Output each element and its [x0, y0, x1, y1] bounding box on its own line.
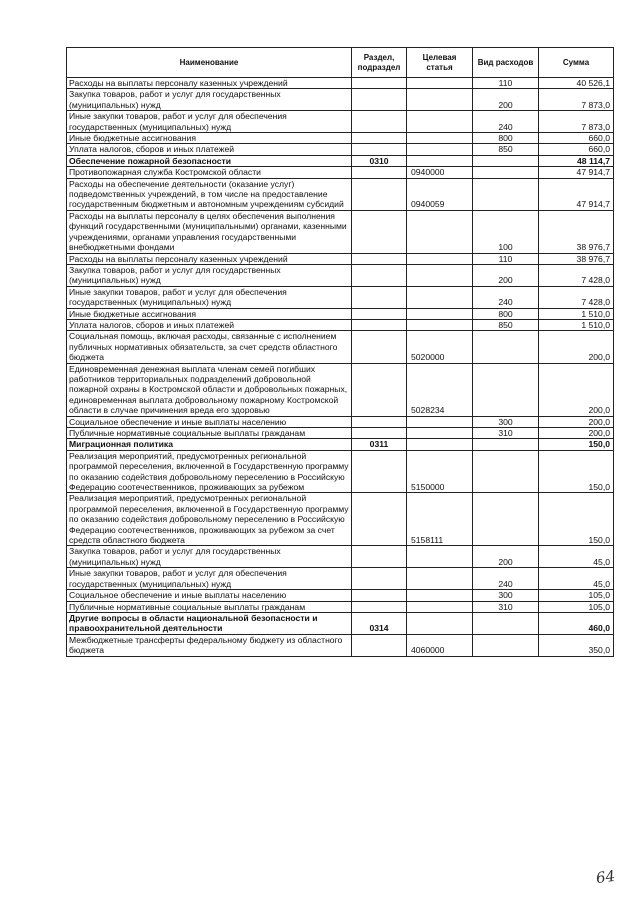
cell-article: 5158111: [407, 493, 473, 546]
cell-section: [352, 178, 407, 210]
cell-section: [352, 363, 407, 416]
cell-section: [352, 331, 407, 363]
cell-kind: 110: [473, 253, 539, 264]
cell-section: [352, 428, 407, 439]
table-row: [67, 439, 614, 450]
cell-section: [352, 89, 407, 111]
cell-name: Закупка товаров, работ и услуг для государственных (муниципальных) нужд: [67, 264, 352, 286]
cell-sum: 460,0: [539, 612, 614, 634]
cell-kind: [473, 493, 539, 546]
cell-article: [407, 144, 473, 155]
cell-article: 5150000: [407, 450, 473, 493]
cell-sum: 200,0: [539, 331, 614, 363]
cell-kind: 310: [473, 428, 539, 439]
table-body: [67, 78, 614, 657]
cell-section: [352, 416, 407, 427]
cell-sum: 38 976,7: [539, 210, 614, 253]
table-row: [67, 78, 614, 89]
cell-article: [407, 319, 473, 330]
cell-sum: 45,0: [539, 546, 614, 568]
cell-section: [352, 450, 407, 493]
cell-sum: 38 976,7: [539, 253, 614, 264]
cell-name: Иные закупки товаров, работ и услуг для обеспечения государственных (муниципальных) нужд: [67, 111, 352, 133]
cell-sum: 105,0: [539, 590, 614, 601]
table-row: [67, 363, 614, 416]
cell-sum: 40 526,1: [539, 78, 614, 89]
cell-article: [407, 253, 473, 264]
cell-name: Социальное обеспечение и иные выплаты населению: [67, 590, 352, 601]
cell-section: 0310: [352, 155, 407, 166]
table-row: [67, 144, 614, 155]
cell-article: [407, 612, 473, 634]
cell-sum: 150,0: [539, 450, 614, 493]
cell-article: [407, 133, 473, 144]
cell-article: [407, 308, 473, 319]
cell-article: 0940059: [407, 178, 473, 210]
cell-kind: 850: [473, 319, 539, 330]
table-row: [67, 416, 614, 427]
table-row: [67, 308, 614, 319]
cell-sum: 660,0: [539, 144, 614, 155]
header-article: Целевая статья: [407, 48, 473, 78]
cell-name: Расходы на выплаты персоналу казенных учреждений: [67, 78, 352, 89]
cell-article: [407, 111, 473, 133]
table-row: [67, 319, 614, 330]
cell-section: [352, 144, 407, 155]
table-row: [67, 331, 614, 363]
cell-kind: 200: [473, 89, 539, 111]
cell-kind: 310: [473, 601, 539, 612]
cell-name: Расходы на выплаты персоналу казенных учреждений: [67, 253, 352, 264]
table-row: [67, 178, 614, 210]
cell-section: [352, 308, 407, 319]
cell-kind: [473, 331, 539, 363]
page-number: 64: [594, 866, 617, 888]
table-row: [67, 450, 614, 493]
table-row: [67, 568, 614, 590]
cell-article: [407, 155, 473, 166]
cell-name: Закупка товаров, работ и услуг для государственных (муниципальных) нужд: [67, 546, 352, 568]
cell-name: Расходы на обеспечение деятельности (оказание услуг) подведомственных учреждений, в том числе на предоставление государственным бюджетным и автономным учреждениям субсидий: [67, 178, 352, 210]
cell-section: [352, 111, 407, 133]
cell-sum: 7 428,0: [539, 264, 614, 286]
cell-article: [407, 568, 473, 590]
header-name: Наименование: [67, 48, 352, 78]
cell-article: 4060000: [407, 634, 473, 656]
cell-sum: 47 914,7: [539, 178, 614, 210]
cell-section: 0311: [352, 439, 407, 450]
cell-kind: 240: [473, 286, 539, 308]
header-kind: Вид расходов: [473, 48, 539, 78]
header-sum: Сумма: [539, 48, 614, 78]
cell-section: [352, 286, 407, 308]
cell-name: Миграционная политика: [67, 439, 352, 450]
cell-section: [352, 546, 407, 568]
cell-name: Другие вопросы в области национальной безопасности и правоохранительной деятельности: [67, 612, 352, 634]
cell-name: Иные бюджетные ассигнования: [67, 308, 352, 319]
cell-name: Социальная помощь, включая расходы, связанные с исполнением публичных нормативных обязательств, за счет средств областного бюджета: [67, 331, 352, 363]
cell-name: Иные бюджетные ассигнования: [67, 133, 352, 144]
table-row: [67, 111, 614, 133]
table-row: [67, 634, 614, 656]
cell-section: [352, 133, 407, 144]
cell-article: [407, 439, 473, 450]
table-row: [67, 601, 614, 612]
cell-article: [407, 590, 473, 601]
cell-kind: [473, 178, 539, 210]
cell-kind: 200: [473, 264, 539, 286]
table-row: [67, 253, 614, 264]
cell-sum: 105,0: [539, 601, 614, 612]
cell-name: Иные закупки товаров, работ и услуг для обеспечения государственных (муниципальных) нужд: [67, 568, 352, 590]
cell-kind: [473, 634, 539, 656]
cell-section: [352, 253, 407, 264]
cell-name: Реализация мероприятий, предусмотренных региональной программой переселения, включенной в Государственную программу по оказанию содействия добровольному переселению в Российскую Федерацию соотечественников, проживающих за рубежом: [67, 450, 352, 493]
table-header-row: [67, 48, 614, 78]
cell-kind: 240: [473, 111, 539, 133]
cell-kind: 200: [473, 546, 539, 568]
cell-article: 5028234: [407, 363, 473, 416]
cell-kind: 110: [473, 78, 539, 89]
cell-name: Межбюджетные трансферты федеральному бюджету из областного бюджета: [67, 634, 352, 656]
cell-article: [407, 546, 473, 568]
cell-article: 0940000: [407, 167, 473, 178]
cell-section: [352, 590, 407, 601]
cell-section: 0314: [352, 612, 407, 634]
cell-kind: [473, 450, 539, 493]
cell-kind: [473, 167, 539, 178]
cell-kind: [473, 439, 539, 450]
cell-name: Публичные нормативные социальные выплаты гражданам: [67, 601, 352, 612]
header-section: Раздел, подраздел: [352, 48, 407, 78]
cell-sum: 350,0: [539, 634, 614, 656]
table-row: [67, 428, 614, 439]
cell-name: Расходы на выплаты персоналу в целях обеспечения выполнения функций государственными (муниципальными) органами, казенными учреждениями, органами управления государственными внебюджетными фондами: [67, 210, 352, 253]
cell-kind: 850: [473, 144, 539, 155]
cell-kind: 300: [473, 416, 539, 427]
cell-section: [352, 601, 407, 612]
cell-article: [407, 601, 473, 612]
cell-name: Реализация мероприятий, предусмотренных региональной программой переселения, включенной в Государственную программу по оказанию содействия добровольному переселению в Российскую Федерацию соотечественников, проживающих за рубежом за счет средств областного бюджета: [67, 493, 352, 546]
cell-kind: 300: [473, 590, 539, 601]
cell-sum: 45,0: [539, 568, 614, 590]
cell-kind: 240: [473, 568, 539, 590]
cell-name: Уплата налогов, сборов и иных платежей: [67, 144, 352, 155]
cell-sum: 1 510,0: [539, 308, 614, 319]
cell-sum: 7 428,0: [539, 286, 614, 308]
cell-section: [352, 78, 407, 89]
cell-sum: 660,0: [539, 133, 614, 144]
cell-sum: 200,0: [539, 428, 614, 439]
cell-article: [407, 264, 473, 286]
cell-name: Уплата налогов, сборов и иных платежей: [67, 319, 352, 330]
cell-sum: 150,0: [539, 493, 614, 546]
cell-sum: 200,0: [539, 363, 614, 416]
table-row: [67, 590, 614, 601]
table-row: [67, 210, 614, 253]
cell-name: Обеспечение пожарной безопасности: [67, 155, 352, 166]
budget-table-sheet: [66, 47, 613, 657]
cell-article: [407, 286, 473, 308]
cell-name: Иные закупки товаров, работ и услуг для обеспечения государственных (муниципальных) нужд: [67, 286, 352, 308]
table-row: [67, 89, 614, 111]
table-row: [67, 286, 614, 308]
cell-article: [407, 89, 473, 111]
cell-sum: 7 873,0: [539, 89, 614, 111]
cell-article: [407, 78, 473, 89]
table-row: [67, 264, 614, 286]
table-row: [67, 133, 614, 144]
cell-section: [352, 568, 407, 590]
cell-article: [407, 416, 473, 427]
cell-kind: 800: [473, 133, 539, 144]
table-row: [67, 546, 614, 568]
cell-article: 5020000: [407, 331, 473, 363]
cell-name: Закупка товаров, работ и услуг для государственных (муниципальных) нужд: [67, 89, 352, 111]
table-row: [67, 167, 614, 178]
cell-kind: 800: [473, 308, 539, 319]
cell-sum: 7 873,0: [539, 111, 614, 133]
table-row: [67, 155, 614, 166]
cell-sum: 1 510,0: [539, 319, 614, 330]
cell-section: [352, 167, 407, 178]
table-row: [67, 612, 614, 634]
cell-section: [352, 319, 407, 330]
table-row: [67, 493, 614, 546]
cell-sum: 150,0: [539, 439, 614, 450]
cell-section: [352, 493, 407, 546]
cell-kind: [473, 363, 539, 416]
cell-name: Единовременная денежная выплата членам семей погибших работников территориальных подразделений добровольной пожарной охраны в Костромской области и добровольных пожарных, единовременная выплата добровольному пожарному Костромской области в случае причинения вреда его здоровью: [67, 363, 352, 416]
cell-section: [352, 264, 407, 286]
cell-kind: [473, 155, 539, 166]
cell-article: [407, 428, 473, 439]
budget-table: [66, 47, 614, 657]
cell-name: Социальное обеспечение и иные выплаты населению: [67, 416, 352, 427]
cell-name: Противопожарная служба Костромской области: [67, 167, 352, 178]
cell-name: Публичные нормативные социальные выплаты гражданам: [67, 428, 352, 439]
cell-kind: [473, 612, 539, 634]
cell-section: [352, 634, 407, 656]
cell-sum: 47 914,7: [539, 167, 614, 178]
cell-sum: 200,0: [539, 416, 614, 427]
cell-sum: 48 114,7: [539, 155, 614, 166]
cell-article: [407, 210, 473, 253]
cell-section: [352, 210, 407, 253]
cell-kind: 100: [473, 210, 539, 253]
